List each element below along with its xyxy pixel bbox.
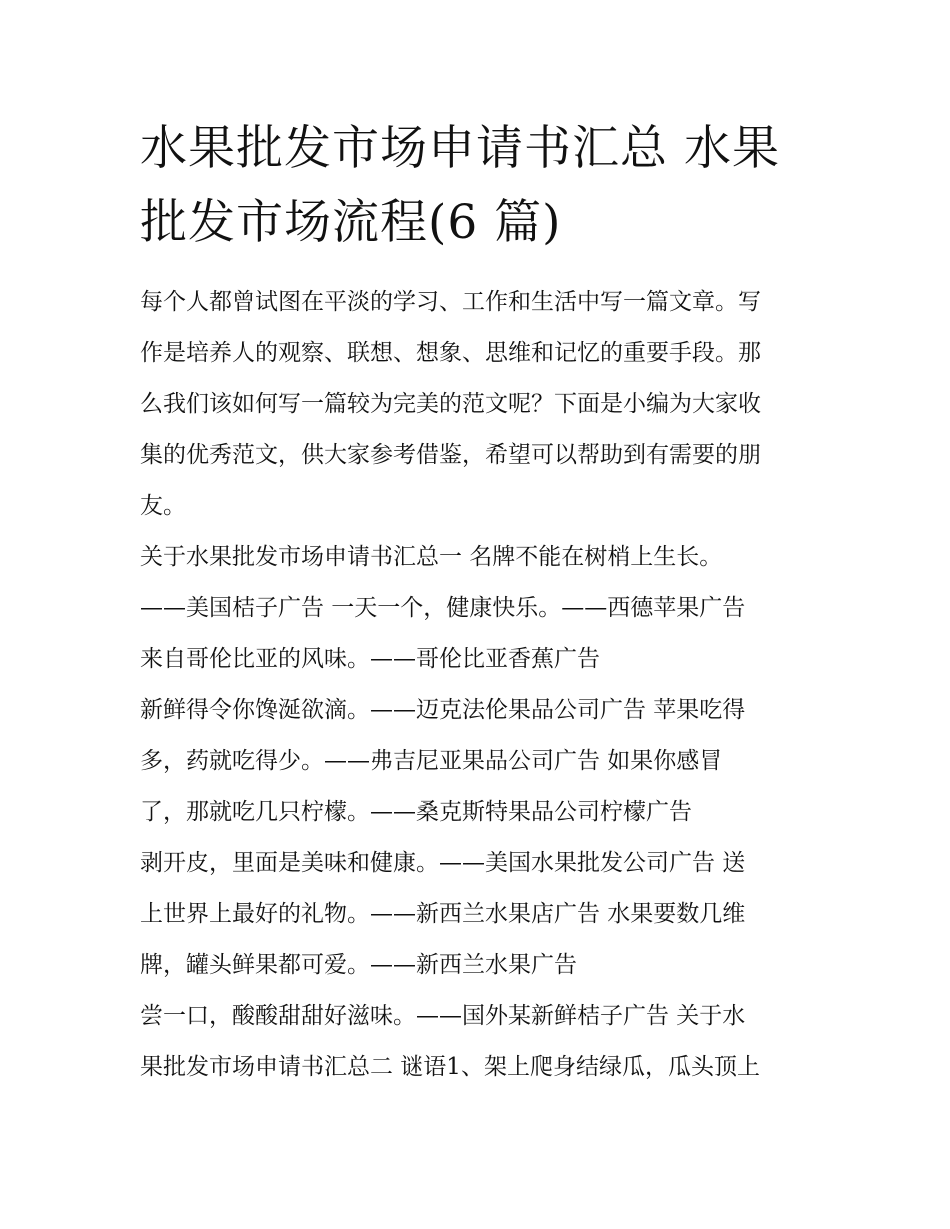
body-line-11: 了，那就吃几只柠檬。——桑克斯特果品公司柠檬广告: [140, 799, 692, 825]
body-line-16: 果批发市场申请书汇总二 谜语1、架上爬身结绿瓜，瓜头顶上: [140, 1054, 760, 1080]
body-line-15: 尝一口，酸酸甜甜好滋味。——国外某新鲜桔子广告 关于水: [140, 1003, 746, 1029]
title-line-1: 水果批发市场申请书汇总 水果: [140, 121, 780, 176]
body-line-1: 每个人都曾试图在平淡的学习、工作和生活中写一篇文章。写: [140, 289, 761, 315]
body-line-3: 么我们该如何写一篇较为完美的范文呢？下面是小编为大家收: [140, 391, 761, 417]
page-title: [140, 112, 820, 260]
body-line-9: 新鲜得令你馋涎欲滴。——迈克法伦果品公司广告 苹果吃得: [140, 697, 746, 723]
body-line-4: 集的优秀范文，供大家参考借鉴，希望可以帮助到有需要的朋: [140, 442, 761, 468]
body-text: [140, 277, 820, 1093]
body-line-12: 剥开皮，里面是美味和健康。——美国水果批发公司广告 送: [140, 850, 746, 876]
body-line-6: 关于水果批发市场申请书汇总一 名牌不能在树梢上生长。: [140, 544, 723, 570]
body-line-13: 上世界上最好的礼物。——新西兰水果店广告 水果要数几维: [140, 901, 746, 927]
body-line-7: ——美国桔子广告 一天一个，健康快乐。——西德苹果广告: [140, 595, 746, 621]
document-page: [140, 112, 820, 1093]
body-line-14: 牌，罐头鲜果都可爱。——新西兰水果广告: [140, 952, 577, 978]
body-line-5: 友。: [140, 493, 186, 519]
body-line-2: 作是培养人的观察、联想、想象、思维和记忆的重要手段。那: [140, 340, 761, 366]
body-line-8: 来自哥伦比亚的风味。——哥伦比亚香蕉广告: [140, 646, 600, 672]
title-line-2: 批发市场流程(6 篇): [140, 195, 562, 250]
body-line-10: 多，药就吃得少。——弗吉尼亚果品公司广告 如果你感冒: [140, 748, 723, 774]
